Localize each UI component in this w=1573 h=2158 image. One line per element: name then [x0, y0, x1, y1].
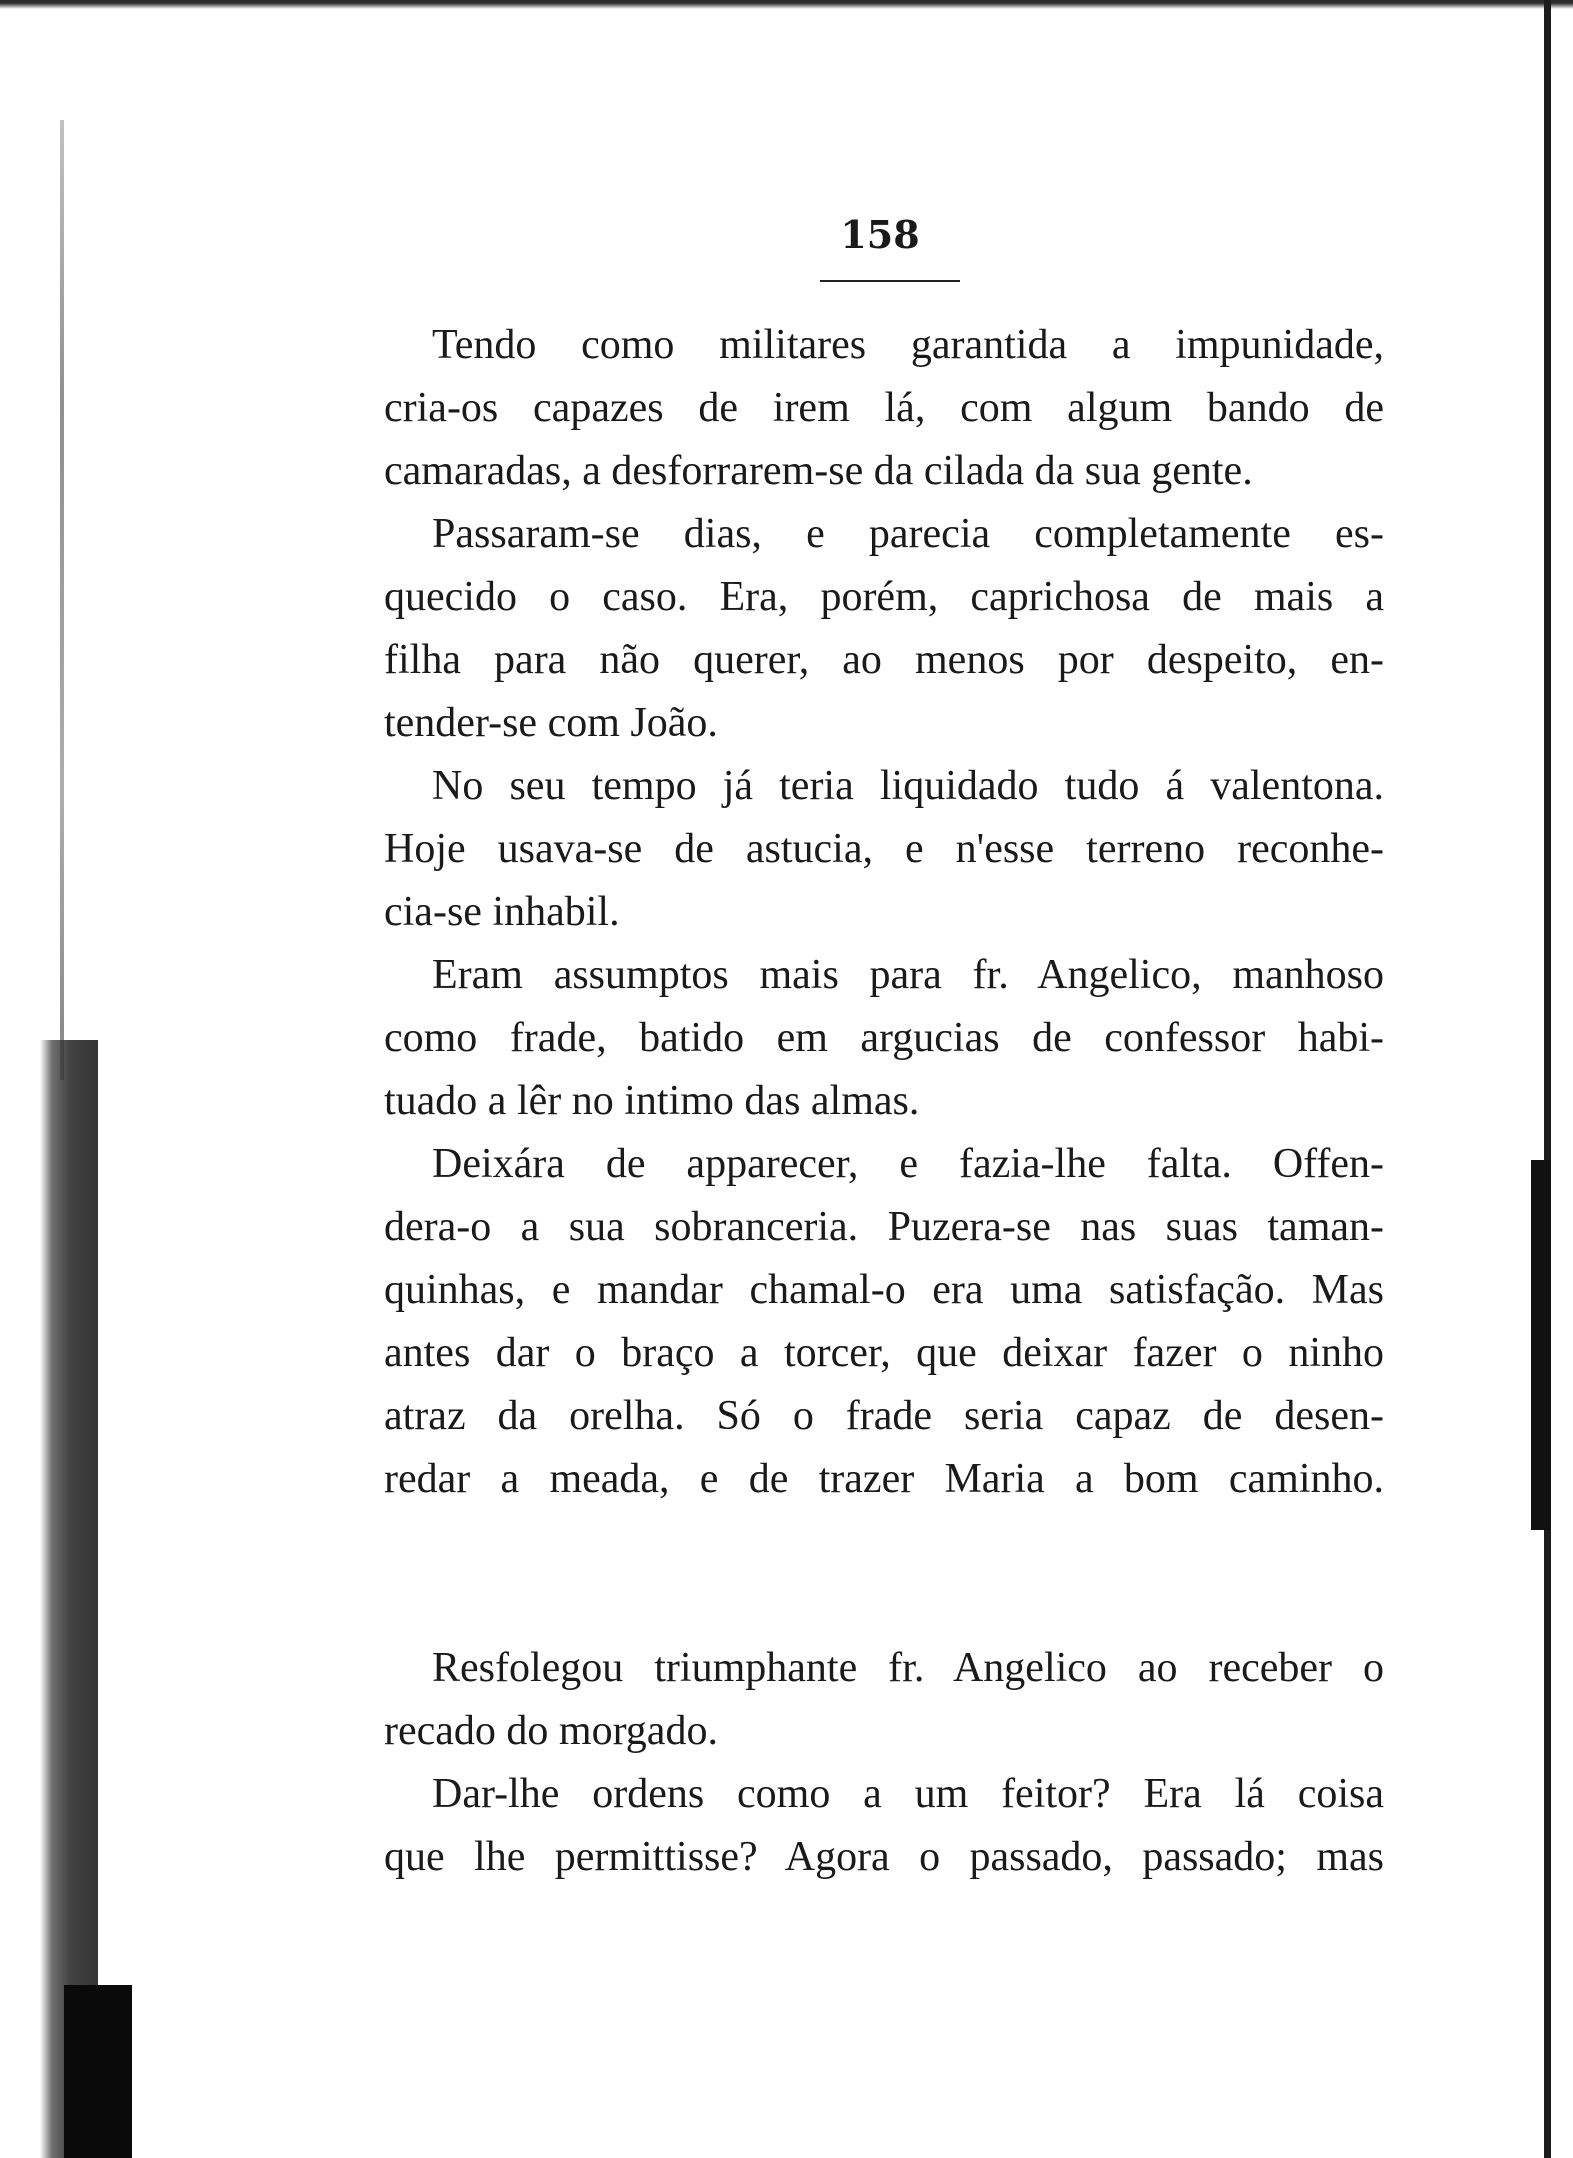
paragraph — [384, 1763, 1384, 1889]
body-text-bottom — [384, 1637, 1384, 1889]
paragraph — [384, 944, 1384, 1133]
header-rule — [820, 280, 960, 282]
scan-top-edge — [0, 0, 1573, 14]
text-line: Passaram-se dias, e parecia completamente es- — [432, 511, 1384, 557]
text-line: como frade, batido em argucias de confessor habi- — [384, 1015, 1384, 1061]
text-line: Resfolegou triumphante fr. Angelico ao receber o — [432, 1645, 1384, 1691]
page-edge-blot — [1531, 1160, 1551, 1530]
text-line: tuado a lêr no intimo das almas. — [384, 1078, 920, 1124]
text-line: que lhe permittisse? Agora o passado, passado; mas — [384, 1834, 1384, 1880]
text-line: tender-se com João. — [384, 700, 718, 746]
page-edge-right — [1544, 0, 1551, 2158]
paragraph — [384, 1133, 1384, 1511]
binding-shadow-bottom — [64, 1985, 132, 2158]
text-line: Deixára de apparecer, e fazia-lhe falta. Offen- — [432, 1141, 1384, 1187]
text-line: antes dar o braço a torcer, que deixar fazer o ninho — [384, 1330, 1384, 1376]
text-line: camaradas, a desforrarem-se da cilada da sua gente. — [384, 448, 1253, 494]
text-line: cia-se inhabil. — [384, 889, 620, 935]
paragraph — [384, 755, 1384, 944]
text-line: quecido o caso. Era, porém, caprichosa de mais a — [384, 574, 1384, 620]
paragraph — [384, 314, 1384, 503]
binding-shadow-line — [60, 120, 64, 1080]
text-line: dera-o a sua sobranceria. Puzera-se nas suas taman- — [384, 1204, 1384, 1250]
text-line: redar a meada, e de trazer Maria a bom caminho. — [384, 1456, 1384, 1502]
text-line: recado do morgado. — [384, 1708, 718, 1754]
paragraph — [384, 503, 1384, 755]
text-line: Dar-lhe ordens como a um feitor? Era lá coisa — [432, 1771, 1384, 1817]
paragraph — [384, 1637, 1384, 1763]
text-line: filha para não querer, ao menos por despeito, en- — [384, 637, 1384, 683]
text-line: atraz da orelha. Só o frade seria capaz de desen- — [384, 1393, 1384, 1439]
text-line: Hoje usava-se de astucia, e n'esse terreno reconhe- — [384, 826, 1384, 872]
body-text-top — [384, 314, 1384, 1511]
text-line: No seu tempo já teria liquidado tudo á valentona. — [432, 763, 1384, 809]
text-line: cria-os capazes de irem lá, com algum bando de — [384, 385, 1384, 431]
page-number: 158 — [840, 212, 920, 257]
text-line: quinhas, e mandar chamal-o era uma satisfação. Mas — [384, 1267, 1384, 1313]
text-line: Eram assumptos mais para fr. Angelico, manhoso — [432, 952, 1384, 998]
text-line: Tendo como militares garantida a impunidade, — [432, 322, 1384, 368]
